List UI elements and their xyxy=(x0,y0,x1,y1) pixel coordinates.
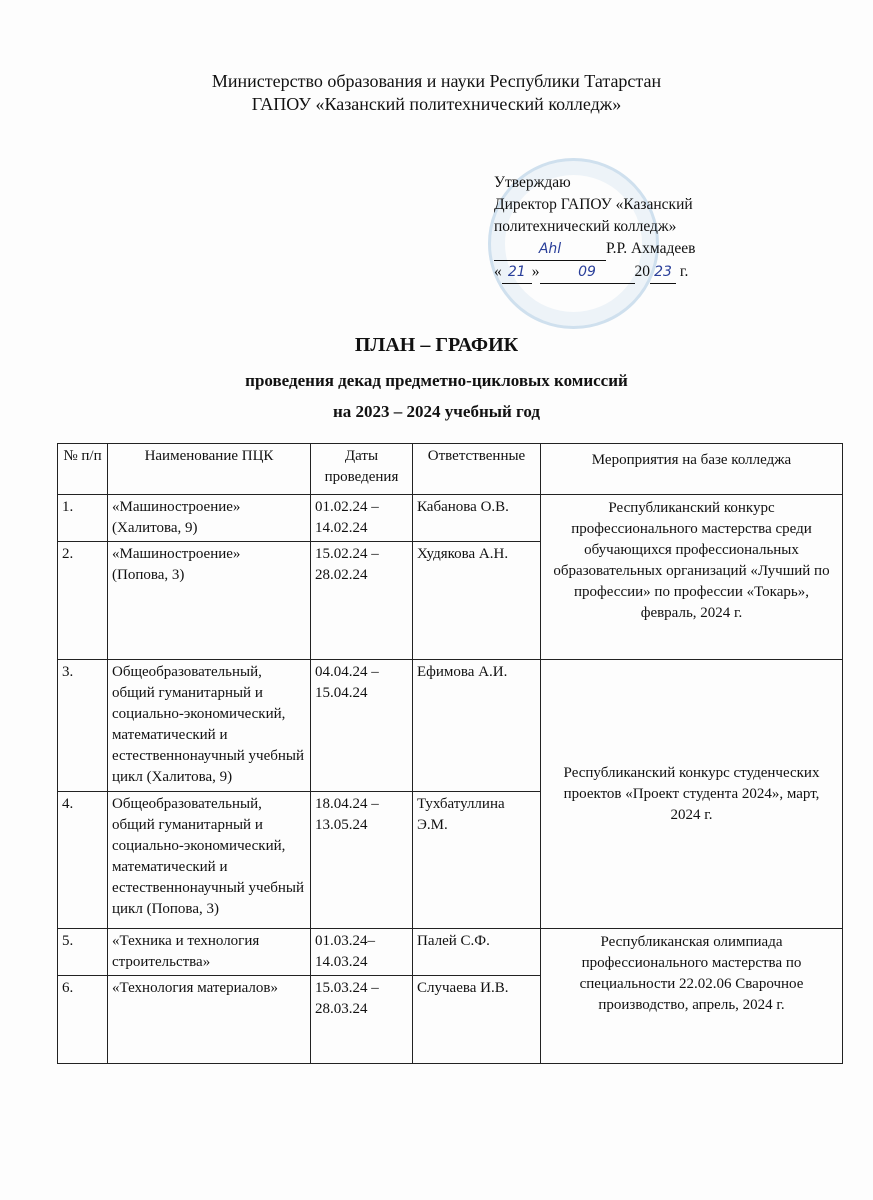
row-responsible: Палей С.Ф. xyxy=(413,929,541,976)
row-responsible: Худякова А.Н. xyxy=(413,542,541,660)
college-name: ГАПОУ «Казанский политехнический колледж» xyxy=(251,94,622,114)
row-num: 2. xyxy=(58,542,108,660)
row-num: 1. xyxy=(58,495,108,542)
row-dates: 04.04.24 – 15.04.24 xyxy=(311,660,413,792)
row-event: Республиканский конкурс профессионального мастерства среди обучающихся профессиональных образовательных организаций «Лучший по профессии» по профессии «Токарь», февраль, 2024 г. xyxy=(541,495,843,660)
header-num: № п/п xyxy=(58,444,108,495)
table-row xyxy=(58,495,843,542)
quote-open: « xyxy=(494,263,502,280)
approval-position-line1: Директор ГАПОУ «Казанский xyxy=(494,196,693,213)
row-name: «Машиностроение» (Халитова, 9) xyxy=(108,495,311,542)
row-name: Общеобразовательный, общий гуманитарный и социально-экономический, математический и естественнонаучный учебный цикл (Халитова, 9) xyxy=(108,660,311,792)
header-name: Наименование ПЦК xyxy=(108,444,311,495)
row-dates: 15.03.24 – 28.03.24 xyxy=(311,976,413,1064)
ministry-name: Министерство образования и науки Республики Татарстан xyxy=(211,71,662,91)
row-responsible: Кабанова О.В. xyxy=(413,495,541,542)
header-events: Мероприятия на базе колледжа xyxy=(541,444,843,495)
table-row xyxy=(58,660,843,792)
row-responsible: Тухбатуллина Э.М. xyxy=(413,792,541,929)
document-title: ПЛАН – ГРАФИК xyxy=(354,334,519,356)
approval-position-line2: политехнический колледж» xyxy=(494,218,677,235)
academic-year: на 2023 – 2024 учебный год xyxy=(333,402,540,421)
quote-close: » xyxy=(531,263,540,280)
signature: Ahl xyxy=(494,238,606,261)
document-header xyxy=(0,70,873,116)
row-num: 4. xyxy=(58,792,108,929)
table-header-row xyxy=(58,444,843,495)
signer-name: Р.Р. Ахмадеев xyxy=(606,240,696,257)
row-dates: 18.04.24 – 13.05.24 xyxy=(311,792,413,929)
date-year: 23 xyxy=(650,261,676,284)
year-prefix: 20 xyxy=(634,263,650,280)
approval-label: Утверждаю xyxy=(494,174,571,191)
row-dates: 01.03.24– 14.03.24 xyxy=(311,929,413,976)
row-name: Общеобразовательный, общий гуманитарный и социально-экономический, математический и естественнонаучный учебный цикл (Попова, 3) xyxy=(108,792,311,929)
row-responsible: Ефимова А.И. xyxy=(413,660,541,792)
date-month: 09 xyxy=(540,261,635,284)
row-num: 5. xyxy=(58,929,108,976)
row-event: Республиканская олимпиада профессионального мастерства по специальности 22.02.06 Сварочное производство, апрель, 2024 г. xyxy=(541,929,843,1064)
row-name: «Машиностроение» (Попова, 3) xyxy=(108,542,311,660)
document-subtitle: проведения декад предметно-цикловых комиссий xyxy=(245,371,628,390)
row-responsible: Случаева И.В. xyxy=(413,976,541,1064)
approval-date xyxy=(494,261,754,284)
date-day: 21 xyxy=(502,261,532,284)
row-event: Республиканский конкурс студенческих проектов «Проект студента 2024», март, 2024 г. xyxy=(541,660,843,929)
approval-block xyxy=(494,172,754,284)
row-name: «Технология материалов» xyxy=(108,976,311,1064)
schedule-table xyxy=(57,443,843,1064)
header-responsible: Ответственные xyxy=(413,444,541,495)
signature-line xyxy=(494,238,754,261)
row-dates: 01.02.24 – 14.02.24 xyxy=(311,495,413,542)
header-dates: Даты проведения xyxy=(311,444,413,495)
row-name: «Техника и технология строительства» xyxy=(108,929,311,976)
year-suffix: г. xyxy=(679,263,689,280)
row-num: 6. xyxy=(58,976,108,1064)
table-row xyxy=(58,929,843,976)
row-dates: 15.02.24 – 28.02.24 xyxy=(311,542,413,660)
row-num: 3. xyxy=(58,660,108,792)
